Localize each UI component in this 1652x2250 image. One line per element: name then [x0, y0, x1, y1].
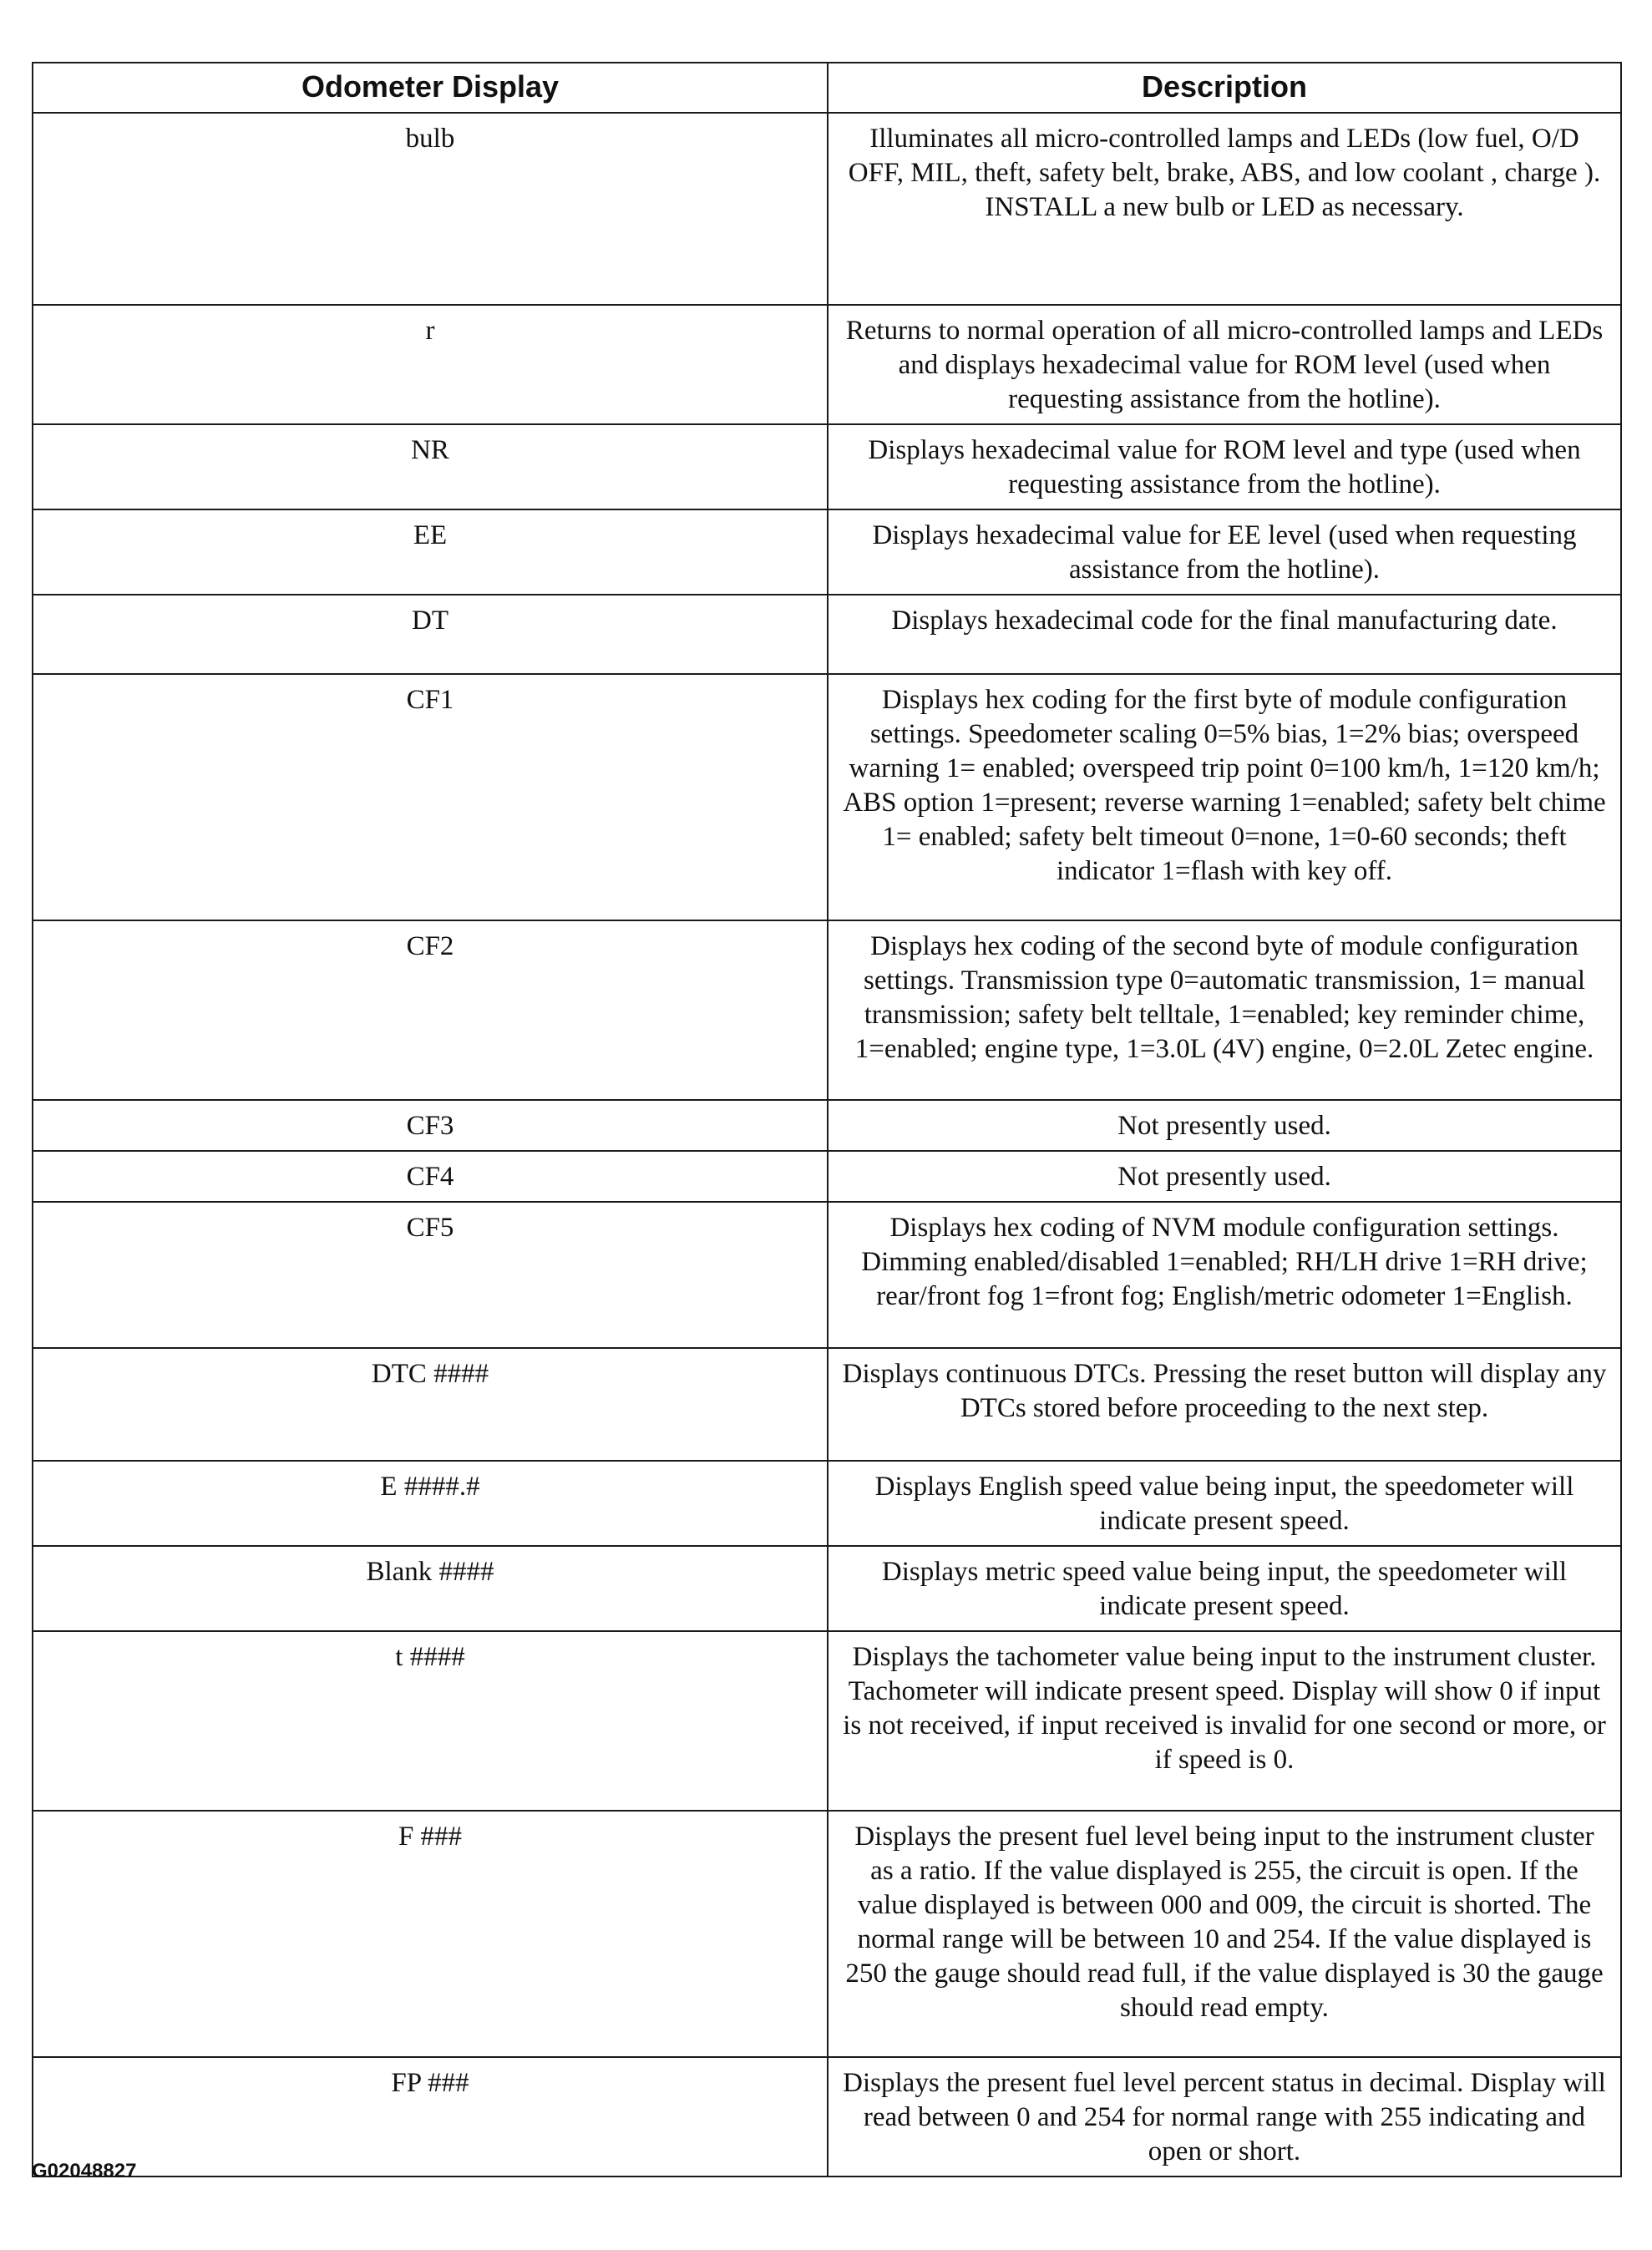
table-row — [33, 1811, 1621, 2057]
odometer-display-cell: Blank #### — [33, 1546, 828, 1631]
odometer-display-cell: E ####.# — [33, 1461, 828, 1546]
table-row — [33, 1100, 1621, 1151]
odometer-display-cell: DTC #### — [33, 1348, 828, 1461]
table-row — [33, 2057, 1621, 2177]
odometer-display-cell: CF1 — [33, 674, 828, 920]
description-cell: Displays hexadecimal value for EE level (used when requesting assistance from the hotline). — [828, 509, 1621, 595]
odometer-display-cell: CF5 — [33, 1202, 828, 1348]
description-cell: Displays hex coding of NVM module configuration settings. Dimming enabled/disabled 1=enabled; RH/LH drive 1=RH drive; rear/front fog 1=front fog; English/metric odometer 1=English. — [828, 1202, 1621, 1348]
odometer-display-cell: bulb — [33, 113, 828, 305]
description-cell: Displays English speed value being input, the speedometer will indicate present speed. — [828, 1461, 1621, 1546]
description-cell: Displays hexadecimal code for the final manufacturing date. — [828, 595, 1621, 674]
table-header-row — [33, 63, 1621, 113]
table-row — [33, 920, 1621, 1100]
odometer-display-cell: CF2 — [33, 920, 828, 1100]
table-row — [33, 595, 1621, 674]
table-row — [33, 1348, 1621, 1461]
table-row — [33, 1461, 1621, 1546]
description-cell: Displays the tachometer value being input to the instrument cluster. Tachometer will indicate present speed. Display will show 0 if input is not received, if input received is invalid for one second or more, or if speed is 0. — [828, 1631, 1621, 1811]
description-cell: Displays the present fuel level being input to the instrument cluster as a ratio. If the value displayed is 255, the circuit is open. If the value displayed is between 000 and 009, the circuit is shorted. The normal range will be between 10 and 254. If the value displayed is 250 the gauge should read full, if the value displayed is 30 the gauge should read empty. — [828, 1811, 1621, 2057]
table-row — [33, 674, 1621, 920]
odometer-display-table — [32, 62, 1622, 2177]
table-row — [33, 1151, 1621, 1202]
description-cell: Returns to normal operation of all micro-controlled lamps and LEDs and displays hexadecimal value for ROM level (used when requesting assistance from the hotline). — [828, 305, 1621, 424]
description-cell: Not presently used. — [828, 1151, 1621, 1202]
table-row — [33, 305, 1621, 424]
table-row — [33, 1546, 1621, 1631]
description-cell: Not presently used. — [828, 1100, 1621, 1151]
description-cell: Displays hex coding of the second byte of module configuration settings. Transmission type 0=automatic transmission, 1= manual transmission; safety belt telltale, 1=enabled; key reminder chime, 1=enabled; engine type, 1=3.0L (4V) engine, 0=2.0L Zetec engine. — [828, 920, 1621, 1100]
odometer-display-cell: FP ### — [33, 2057, 828, 2177]
description-cell: Displays hex coding for the first byte of module configuration settings. Speedometer scaling 0=5% bias, 1=2% bias; overspeed warning 1= enabled; overspeed trip point 0=100 km/h, 1=120 km/h; ABS option 1=present; reverse warning 1=enabled; safety belt chime 1= enabled; safety belt timeout 0=none, 1=0-60 seconds; theft indicator 1=flash with key off. — [828, 674, 1621, 920]
header-odometer-display: Odometer Display — [33, 63, 828, 113]
odometer-display-cell: NR — [33, 424, 828, 509]
table-row — [33, 424, 1621, 509]
table-row — [33, 113, 1621, 305]
odometer-display-cell: DT — [33, 595, 828, 674]
description-cell: Displays the present fuel level percent status in decimal. Display will read between 0 and 254 for normal range with 255 indicating and open or short. — [828, 2057, 1621, 2177]
description-cell: Illuminates all micro-controlled lamps and LEDs (low fuel, O/D OFF, MIL, theft, safety belt, brake, ABS, and low coolant , charge ). INSTALL a new bulb or LED as necessary. — [828, 113, 1621, 305]
table-body — [33, 113, 1621, 2177]
description-cell: Displays hexadecimal value for ROM level and type (used when requesting assistance from the hotline). — [828, 424, 1621, 509]
header-description: Description — [828, 63, 1621, 113]
description-cell: Displays metric speed value being input, the speedometer will indicate present speed. — [828, 1546, 1621, 1631]
odometer-display-cell: CF4 — [33, 1151, 828, 1202]
odometer-display-cell: r — [33, 305, 828, 424]
odometer-display-cell: CF3 — [33, 1100, 828, 1151]
odometer-display-cell: t #### — [33, 1631, 828, 1811]
odometer-display-cell: F ### — [33, 1811, 828, 2057]
table-row — [33, 1202, 1621, 1348]
odometer-display-cell: EE — [33, 509, 828, 595]
table-row — [33, 509, 1621, 595]
description-cell: Displays continuous DTCs. Pressing the reset button will display any DTCs stored before proceeding to the next step. — [828, 1348, 1621, 1461]
figure-id: G02048827 — [32, 2160, 137, 2182]
table-row — [33, 1631, 1621, 1811]
